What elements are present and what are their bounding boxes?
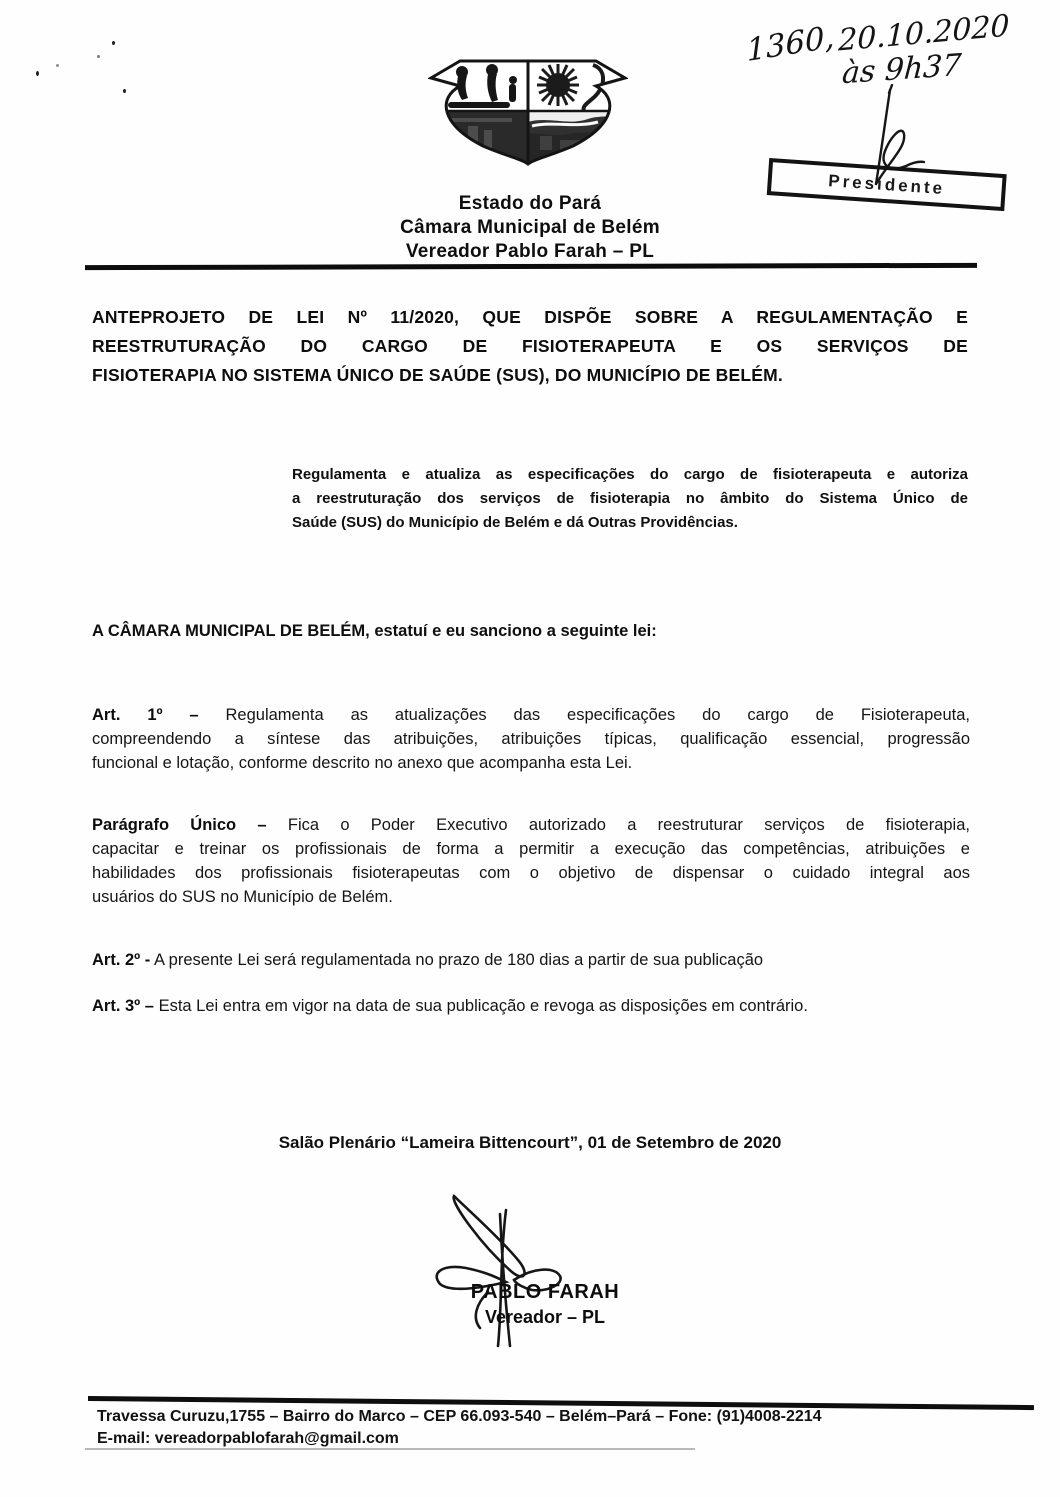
header-divider (85, 263, 977, 270)
ementa (292, 463, 968, 535)
paragrafo-unico (92, 813, 970, 909)
handwritten-signature (432, 1188, 577, 1353)
article-1-text: Regulamenta as atualizações das especificações do cargo de Fisioterapeuta, (225, 706, 970, 724)
letterhead-vereador: Vereador Pablo Farah – PL (405, 241, 655, 262)
scan-speckle (36, 71, 39, 76)
dateline: Salão Plenário “Lameira Bittencourt”, 01 de Setembro de 2020 (278, 1133, 782, 1152)
article-1-line: compreendendo a síntese das atribuições, atribuições típicas, qualificação essencial, progressão (92, 730, 970, 748)
article-2-label: Art. 2º - (92, 951, 151, 969)
article-3 (92, 994, 970, 1018)
paragrafo-unico-line: habilidades dos profissionais fisioterapeutas com o objetivo de dispensar o cuidado integral aos (92, 864, 970, 882)
article-3-text: Esta Lei entra em vigor na data de sua publicação e revoga as disposições em contrário. (158, 997, 808, 1015)
bill-title-line: FISIOTERAPIA NO SISTEMA ÚNICO DE SAÚDE (SUS), DO MUNICÍPIO DE BELÉM. (92, 365, 783, 385)
footer (97, 1406, 997, 1450)
footer-email: E-mail: vereadorpablofarah@gmail.com (97, 1430, 399, 1447)
bill-title-line: ANTEPROJETO DE LEI Nº 11/2020, QUE DISPÕE SOBRE A REGULAMENTAÇÃO E (92, 307, 968, 327)
bill-title (92, 303, 968, 390)
letterhead (0, 192, 1060, 264)
bill-title-line: REESTRUTURAÇÃO DO CARGO DE FISIOTERAPEUTA E OS SERVIÇOS DE (92, 336, 968, 356)
paragrafo-unico-label: Parágrafo Único – (92, 816, 267, 834)
article-1-line (92, 703, 970, 727)
paragrafo-unico-line: usuários do SUS no Município de Belém. (92, 888, 393, 906)
handwritten-protocol-number: 1360, (745, 18, 836, 70)
article-2 (92, 948, 970, 972)
handwritten-date: 20.10.2020 (838, 8, 1010, 59)
scan-speckle (112, 41, 115, 45)
paragrafo-unico-text: Fica o Poder Executivo autorizado a reestruturar serviços de fisioterapia, (287, 816, 970, 834)
preamble: A CÂMARA MUNICIPAL DE BELÉM, estatuí e eu sanciono a seguinte lei: (92, 622, 657, 640)
article-1-line: funcional e lotação, conforme descrito no anexo que acompanha esta Lei. (92, 754, 633, 772)
ementa-line: Regulamenta e atualiza as especificações do cargo de fisioterapeuta e autoriza (292, 466, 968, 483)
article-2-text: A presente Lei será regulamentada no prazo de 180 dias a partir de sua publicação (153, 951, 764, 969)
signature-block (400, 1281, 690, 1328)
scan-speckle (123, 89, 126, 93)
footer-faint-line (85, 1448, 695, 1450)
article-3-line (92, 994, 970, 1018)
footer-address: Travessa Curuzu,1755 – Bairro do Marco – CEP 66.093-540 – Belém–Pará – Fone: (91)4008-2214 (97, 1408, 822, 1425)
signatory-role: Vereador – PL (484, 1307, 606, 1327)
paragrafo-unico-line (92, 813, 970, 837)
paragrafo-unico-line: capacitar e treinar os profissionais de forma a permitir a execução das competências, atribuições e (92, 840, 970, 858)
article-3-label: Art. 3º – (92, 997, 154, 1015)
article-2-line (92, 948, 970, 972)
signatory-name: PABLO FARAH (470, 1281, 620, 1303)
presidente-stamp-label: Presidente (827, 170, 946, 198)
handwritten-time: às 9h37 (840, 47, 963, 92)
scan-speckle (56, 64, 59, 67)
letterhead-state: Estado do Pará (458, 193, 602, 214)
scan-speckle (97, 55, 100, 58)
article-1 (92, 703, 970, 775)
letterhead-chamber: Câmara Municipal de Belém (400, 217, 660, 238)
article-1-label: Art. 1º – (92, 706, 199, 724)
ementa-line: a reestruturação dos serviços de fisioterapia no âmbito do Sistema Único de (292, 490, 968, 507)
ementa-line: Saúde (SUS) do Município de Belém e dá Outras Providências. (292, 514, 738, 531)
coat-of-arms-icon (428, 56, 628, 173)
